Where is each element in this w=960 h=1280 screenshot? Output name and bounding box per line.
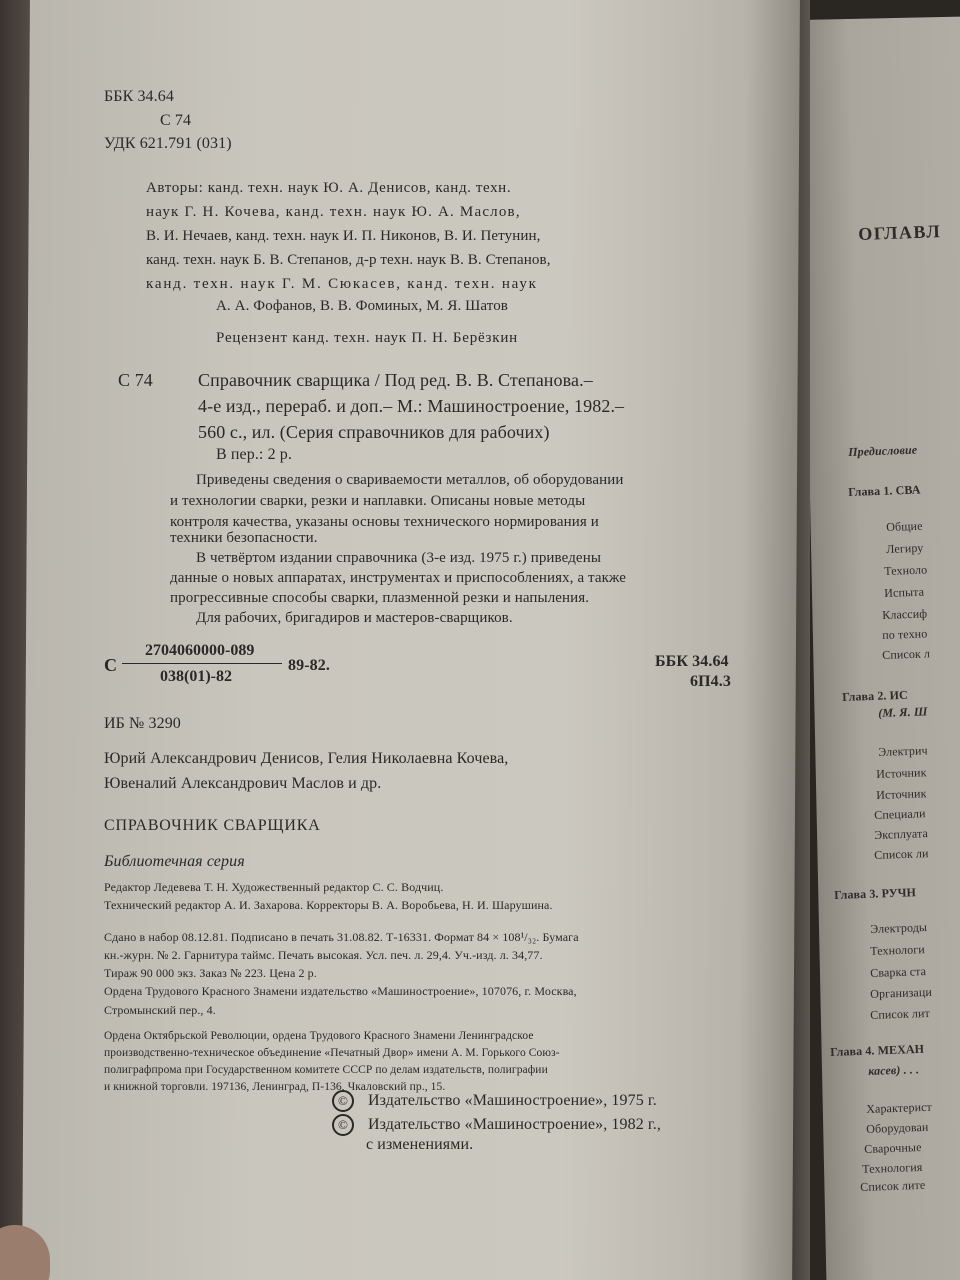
bbk-code: ББК 34.64 (104, 88, 174, 105)
printer-line: и книжной торговли. 197136, Ленинград, П-136, Чкаловский пр., 15. (104, 1081, 446, 1093)
authors-line: А. А. Фофанов, В. В. Фоминых, М. Я. Шатов (216, 298, 508, 314)
copyright-line: с изменениями. (366, 1136, 474, 1153)
formula-numerator: 2704060000-089 (145, 642, 255, 659)
annotation-line: данные о новых аппаратах, инструментах и приспособлениях, а также (170, 570, 627, 586)
contents-item: Технология (862, 1159, 923, 1176)
copyright-line (332, 1114, 661, 1136)
annotation-line: и технологии сварки, резки и наплавки. Описаны новые методы (170, 493, 586, 509)
contents-item: Организаци (870, 984, 933, 1001)
formula-bbk: ББК 34.64 (655, 653, 729, 670)
catalog-line: 4-е изд., перераб. и доп.– М.: Машиностроение, 1982.– (198, 396, 625, 416)
print-line: кн.-журн. № 2. Гарнитура таймс. Печать высокая. Усл. печ. л. 29,4. Уч.-изд. л. 34,77. (104, 948, 543, 962)
print-line: Стромынский пер., 4. (104, 1003, 216, 1017)
annotation-line: контроля качества, указаны основы технического нормирования и (170, 514, 599, 530)
contents-item: Технологи (870, 942, 926, 958)
authors-line: канд. техн. наук Б. В. Степанов, д-р техн. наук В. В. Степанов, (146, 252, 551, 268)
printer-line: производственно-техническое объединение «Печатный Двор» имени А. М. Горького Союз- (104, 1047, 560, 1059)
editors-line: Технический редактор А. И. Захарова. Корректоры В. А. Воробьева, Н. И. Шарушина. (104, 898, 553, 912)
annotation-line: Для рабочих, бригадиров и мастеров-сварщиков. (196, 610, 513, 626)
contents-item: Эксплуата (874, 826, 929, 842)
authors-line: В. И. Нечаев, канд. техн. наук И. П. Никонов, В. И. Петунин, (146, 228, 541, 244)
contents-item: Характерист (866, 1099, 933, 1116)
contents-item: Сварочные (864, 1140, 922, 1156)
annotation-line: техники безопасности. (170, 530, 318, 546)
print-line: Ордена Трудового Красного Знамени издательство «Машиностроение», 107076, г. Москва, (104, 984, 577, 998)
formula-code: 6П4.3 (690, 673, 731, 690)
contents-heading: ОГЛАВЛ (858, 221, 942, 244)
annotation-line: В четвёртом издании справочника (3-е изд. 1975 г.) приведены (196, 550, 601, 566)
formula-fraction-bar (122, 663, 282, 664)
contents-item: Список лит (870, 1005, 931, 1022)
print-line: Сдано в набор 08.12.81. Подписано в печать 31.08.82. Т-16331. Формат 84 × 108¹/₃₂. Бумага (104, 930, 579, 944)
contents-item: Электрич (878, 743, 928, 759)
names-line: Ювеналий Александрович Маслов и др. (104, 775, 382, 792)
contents-item: Электроды (870, 920, 928, 936)
contents-chapter: Глава 2. ИС (842, 687, 909, 704)
names-line: Юрий Александрович Денисов, Гелия Николаевна Кочева, (104, 750, 509, 767)
contents-chapter: Глава 3. РУЧН (834, 885, 917, 902)
udk-code: УДК 621.791 (031) (104, 135, 232, 152)
authors-line: наук Г. Н. Кочева, канд. техн. наук Ю. А. Маслов, (146, 204, 521, 220)
printer-line: полиграфпрома при Государственном комитете СССР по делам издательств, полиграфии (104, 1064, 548, 1076)
catalog-index: С 74 (118, 370, 153, 390)
formula-denominator: 038(01)-82 (160, 668, 232, 685)
copyright-text: Издательство «Машиностроение», 1982 г., (368, 1116, 661, 1133)
contents-item: Сварка ста (870, 964, 927, 980)
contents-item: Источник (876, 786, 927, 802)
reviewer: Рецензент канд. техн. наук П. Н. Берёзкин (216, 330, 518, 346)
catalog-line: Справочник сварщика / Под ред. В. В. Степанова.– (198, 370, 593, 390)
contents-item: Список лите (860, 1177, 926, 1194)
contents-item: Список л (882, 646, 931, 662)
contents-item: Техноло (884, 562, 928, 578)
authors-line: канд. техн. наук Г. М. Сюкасев, канд. техн. наук (146, 276, 538, 292)
contents-item: Легиру (886, 540, 924, 556)
printer-line: Ордена Октябрьской Революции, ордена Трудового Красного Знамени Ленинградское (104, 1030, 534, 1042)
contents-item: Оборудован (866, 1119, 929, 1136)
contents-item: Специали (874, 806, 926, 822)
contents-item: касев) . . . (868, 1062, 920, 1078)
contents-chapter: Глава 4. МЕХАН (830, 1041, 925, 1059)
annotation-line: Приведены сведения о свариваемости металлов, об оборудовании (196, 472, 624, 488)
contents-item: Испыта (884, 584, 925, 600)
contents-item: Классиф (882, 606, 928, 622)
book-title: СПРАВОЧНИК СВАРЩИКА (104, 817, 321, 834)
copyright-line (332, 1090, 657, 1112)
copyright-icon: © (332, 1114, 354, 1136)
annotation-line: прогрессивные способы сварки, плазменной резки и напыления. (170, 590, 590, 606)
contents-item: Общие (886, 518, 923, 534)
ib-number: ИБ № 3290 (104, 715, 181, 732)
authors-line: Авторы: канд. техн. наук Ю. А. Денисов, канд. техн. (146, 180, 512, 196)
copyright-text: Издательство «Машиностроение», 1975 г. (368, 1092, 657, 1109)
print-line: Тираж 90 000 экз. Заказ № 223. Цена 2 р. (104, 966, 317, 980)
contents-item: Список ли (874, 846, 929, 862)
copyright-icon: © (332, 1090, 354, 1112)
contents-chapter: Глава 1. СВА (848, 482, 921, 499)
author-index: С 74 (160, 112, 192, 129)
contents-item: Источник (876, 765, 927, 781)
contents-item: (М. Я. Ш (878, 704, 928, 720)
editors-line: Редактор Ледевева Т. Н. Художественный редактор С. С. Водчиц. (104, 880, 444, 894)
series-name: Библиотечная серия (104, 853, 245, 870)
formula-letter: С (104, 655, 118, 675)
formula-suffix: 89-82. (288, 657, 330, 674)
catalog-price: В пер.: 2 р. (216, 446, 292, 463)
contents-item: по техно (882, 626, 928, 642)
catalog-line: 560 с., ил. (Серия справочников для рабочих) (198, 422, 550, 442)
contents-item: Предисловие (848, 442, 918, 459)
right-page-paper (800, 16, 960, 1280)
